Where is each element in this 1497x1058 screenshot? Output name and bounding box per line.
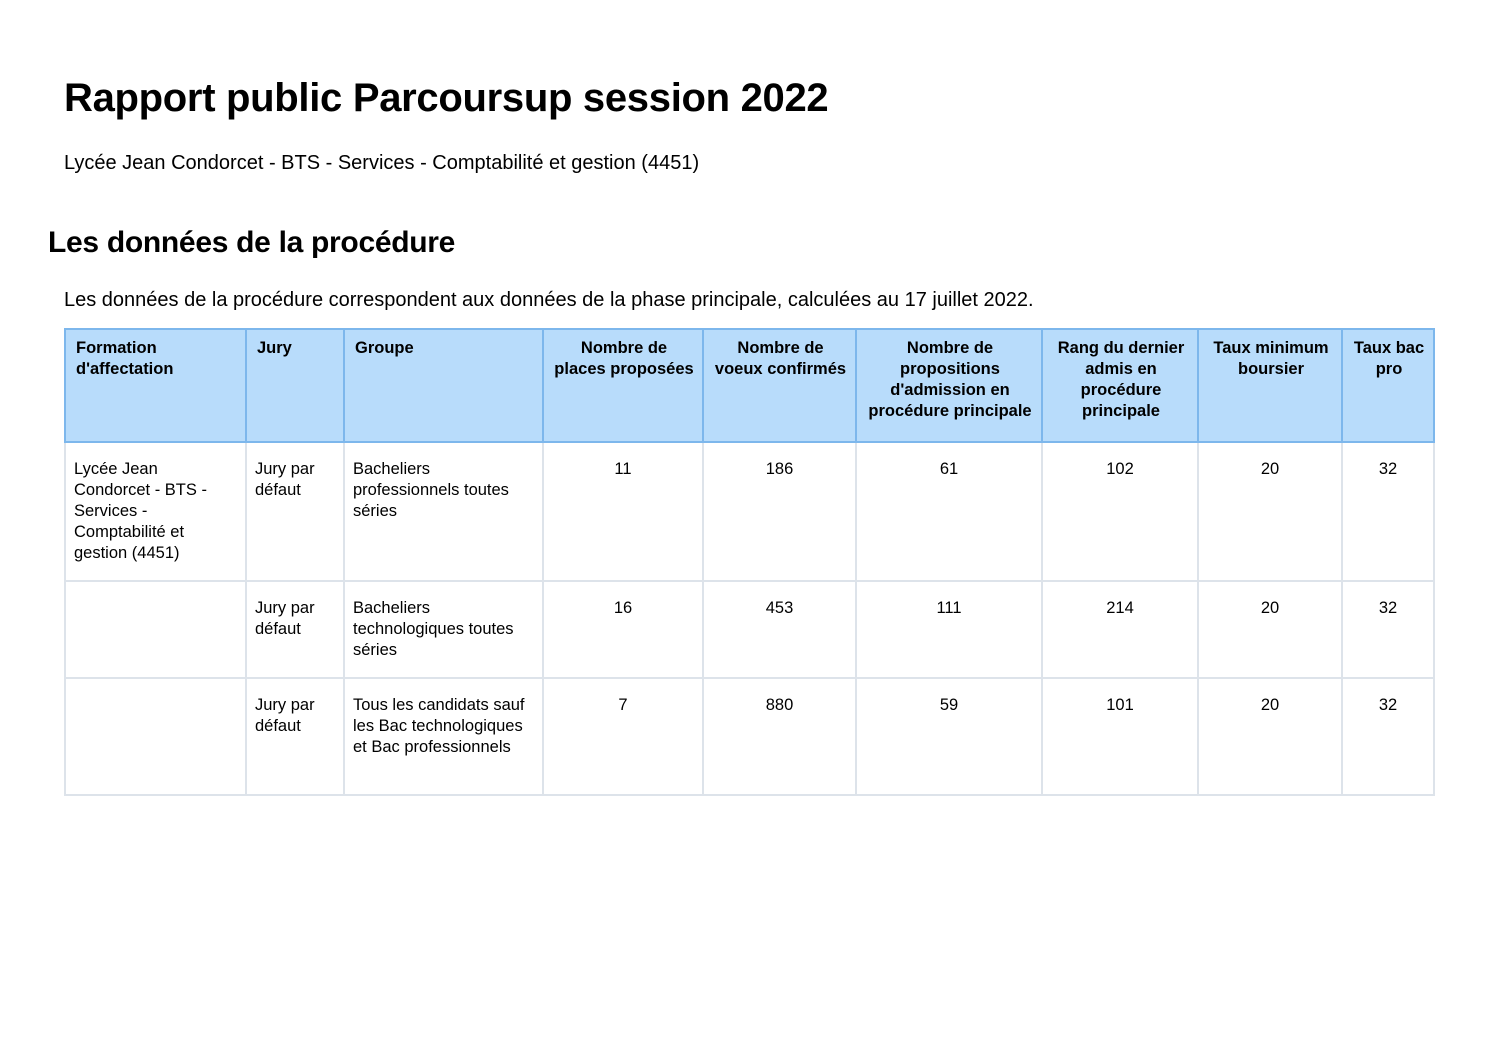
- cell-voeux: 880: [703, 678, 856, 795]
- cell-places: 16: [543, 581, 703, 678]
- cell-groupe: Bacheliers technologiques toutes séries: [344, 581, 543, 678]
- cell-formation: Lycée Jean Condorcet - BTS - Services - Comptabilité et gestion (4451): [65, 442, 246, 581]
- header-jury: Jury: [246, 329, 344, 442]
- header-places: Nombre de places proposées: [543, 329, 703, 442]
- cell-propositions: 61: [856, 442, 1042, 581]
- cell-places: 7: [543, 678, 703, 795]
- cell-places: 11: [543, 442, 703, 581]
- header-groupe: Groupe: [344, 329, 543, 442]
- header-taux-bac-pro: Taux bac pro: [1342, 329, 1434, 442]
- cell-formation: [65, 678, 246, 795]
- report-subtitle: Lycée Jean Condorcet - BTS - Services - Comptabilité et gestion (4451): [64, 152, 700, 174]
- cell-rang: 214: [1042, 581, 1198, 678]
- cell-rang: 101: [1042, 678, 1198, 795]
- cell-groupe: Bacheliers professionnels toutes séries: [344, 442, 543, 581]
- table-row: [65, 678, 1434, 795]
- table-row: [65, 442, 1434, 581]
- header-propositions: Nombre de propositions d'admission en procédure principale: [856, 329, 1042, 442]
- procedure-table: [64, 328, 1435, 796]
- cell-taux-boursier: 20: [1198, 678, 1342, 795]
- cell-propositions: 59: [856, 678, 1042, 795]
- table-header-row: [65, 329, 1434, 442]
- cell-propositions: 111: [856, 581, 1042, 678]
- header-voeux: Nombre de voeux confirmés: [703, 329, 856, 442]
- header-taux-boursier: Taux minimum boursier: [1198, 329, 1342, 442]
- cell-taux-bac-pro: 32: [1342, 442, 1434, 581]
- cell-voeux: 453: [703, 581, 856, 678]
- cell-taux-boursier: 20: [1198, 442, 1342, 581]
- cell-jury: Jury par défaut: [246, 442, 344, 581]
- cell-jury: Jury par défaut: [246, 678, 344, 795]
- cell-groupe: Tous les candidats sauf les Bac technologiques et Bac professionnels: [344, 678, 543, 795]
- cell-jury: Jury par défaut: [246, 581, 344, 678]
- header-formation: Formation d'affectation: [65, 329, 246, 442]
- cell-rang: 102: [1042, 442, 1198, 581]
- section-title: Les données de la procédure: [48, 226, 456, 259]
- header-rang: Rang du dernier admis en procédure principale: [1042, 329, 1198, 442]
- cell-taux-boursier: 20: [1198, 581, 1342, 678]
- cell-taux-bac-pro: 32: [1342, 581, 1434, 678]
- table-row: [65, 581, 1434, 678]
- cell-formation: [65, 581, 246, 678]
- section-intro: Les données de la procédure correspondent aux données de la phase principale, calculées au 17 juillet 2022.: [64, 289, 1034, 311]
- cell-voeux: 186: [703, 442, 856, 581]
- report-title: Rapport public Parcoursup session 2022: [64, 76, 829, 120]
- cell-taux-bac-pro: 32: [1342, 678, 1434, 795]
